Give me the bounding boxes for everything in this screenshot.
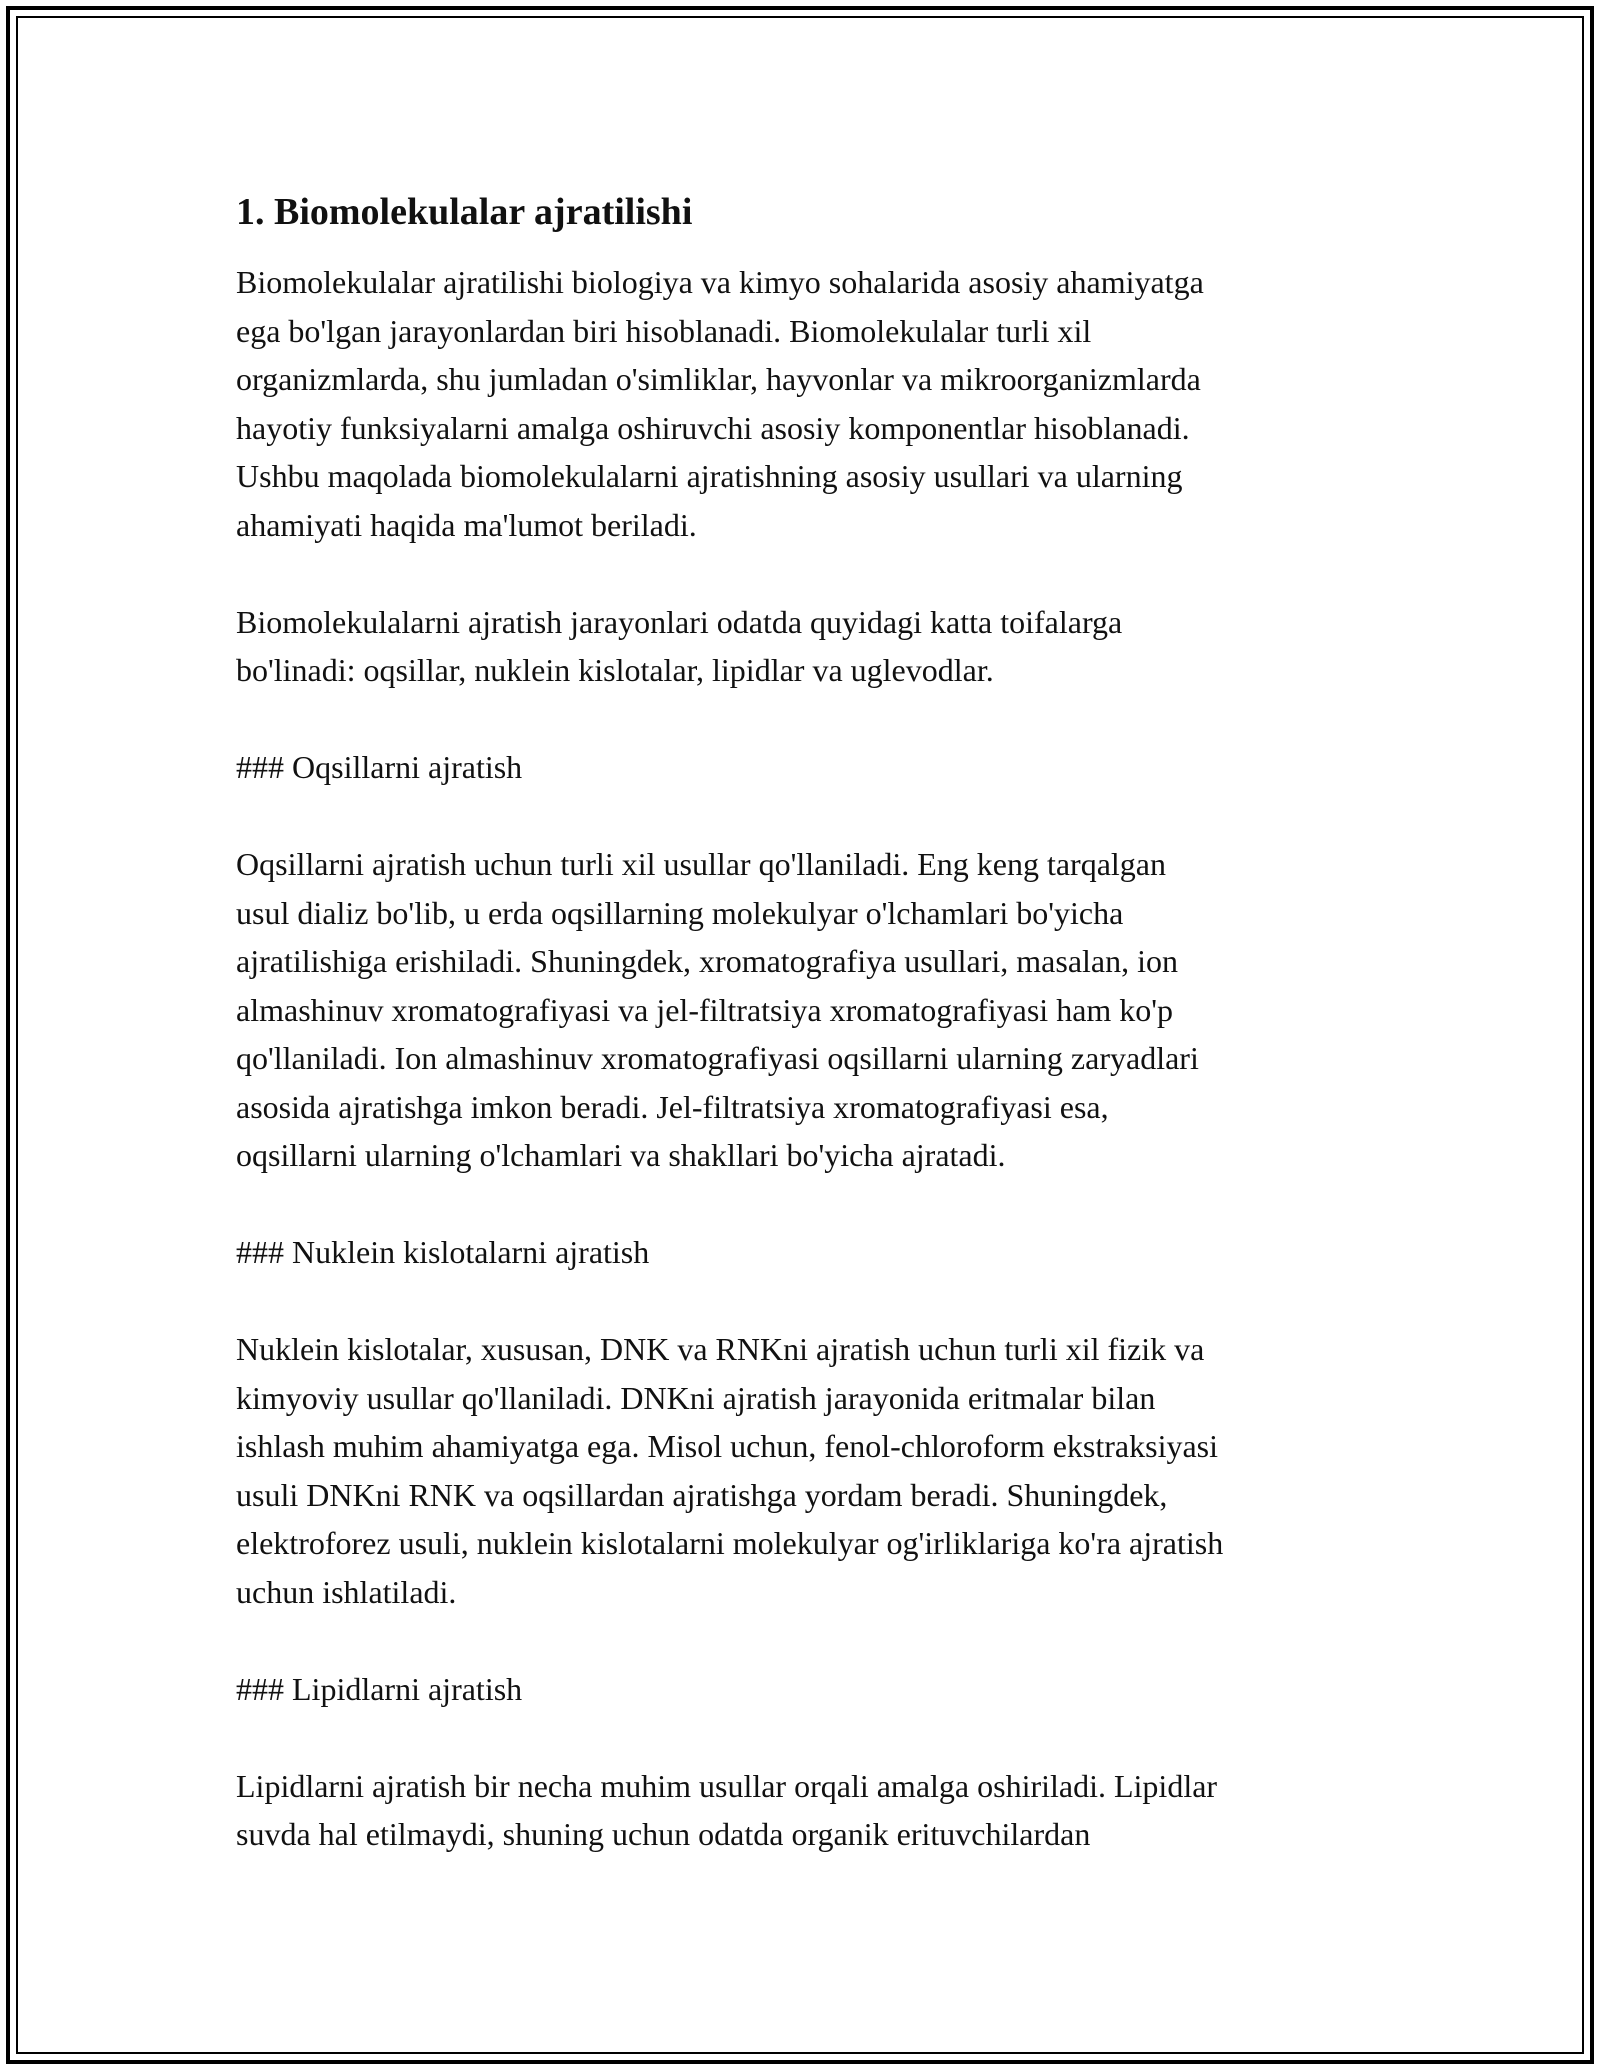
text-line: elektroforez usuli, nuklein kislotalarni molekulyar og'irliklariga ko'ra ajratish [236, 1525, 1224, 1561]
document-body [236, 188, 1386, 1907]
text-line: usul dializ bo'lib, u erda oqsillarning molekulyar o'lchamlari bo'yicha [236, 894, 1124, 931]
lipids-heading: ### Lipidlarni ajratish [236, 1670, 523, 1707]
intro-paragraph [236, 258, 1386, 549]
categories-paragraph [236, 598, 1386, 695]
text-line: Oqsillarni ajratish uchun turli xil usullar qo'llaniladi. Eng keng tarqalgan [236, 846, 1166, 882]
text-line: kimyoviy usullar qo'llaniladi. DNKni ajratish jarayonida eritmalar bilan [236, 1379, 1156, 1416]
text-line: oqsillarni ularning o'lchamlari va shakllari bo'yicha ajratadi. [236, 1137, 1006, 1173]
nucleic-paragraph [236, 1325, 1386, 1616]
text-line: ega bo'lgan jarayonlardan biri hisoblanadi. Biomolekulalar turli xil [236, 312, 1092, 349]
proteins-heading: ### Oqsillarni ajratish [236, 749, 523, 785]
text-line: asosida ajratishga imkon beradi. Jel-filtratsiya xromatografiyasi esa, [236, 1088, 1109, 1125]
text-line: Ushbu maqolada biomolekulalarni ajratishning asosiy usullari va ularning [236, 458, 1183, 494]
text-line: Nuklein kislotalar, xususan, DNK va RNKni ajratish uchun turli xil fizik va [236, 1331, 1205, 1367]
text-line: Biomolekulalar ajratilishi biologiya va kimyo sohalarida asosiy ahamiyatga [236, 264, 1204, 300]
text-line: Lipidlarni ajratish bir necha muhim usullar orqali amalga oshiriladi. Lipidlar [236, 1767, 1218, 1804]
text-line: bo'linadi: oqsillar, nuklein kislotalar, lipidlar va uglevodlar. [236, 652, 994, 688]
text-line: qo'llaniladi. Ion almashinuv xromatografiyasi oqsillarni ularning zaryadlari [236, 1040, 1199, 1076]
document-title: 1. Biomolekulalar ajratilishi [236, 191, 693, 233]
lipids-paragraph [236, 1762, 1386, 1859]
text-line: organizmlarda, shu jumladan o'simliklar, hayvonlar va mikroorganizmlarda [236, 361, 1201, 397]
text-line: ajratilishiga erishiladi. Shuningdek, xromatografiya usullari, masalan, ion [236, 943, 1178, 979]
text-line: almashinuv xromatografiyasi va jel-filtratsiya xromatografiyasi ham ko'p [236, 991, 1174, 1028]
text-line: usuli DNKni RNK va oqsillardan ajratishga yordam beradi. Shuningdek, [236, 1476, 1168, 1513]
text-line: ahamiyati haqida ma'lumot beriladi. [236, 506, 697, 543]
text-line: ishlash muhim ahamiyatga ega. Misol uchun, fenol-chloroform ekstraksiyasi [236, 1428, 1218, 1464]
text-line: hayotiy funksiyalarni amalga oshiruvchi asosiy komponentlar hisoblanadi. [236, 409, 1190, 446]
proteins-paragraph [236, 840, 1386, 1180]
text-line: uchun ishlatiladi. [236, 1573, 457, 1610]
text-line: suvda hal etilmaydi, shuning uchun odatda organik erituvchilardan [236, 1816, 1091, 1852]
text-line: Biomolekulalarni ajratish jarayonlari odatda quyidagi katta toifalarga [236, 603, 1123, 640]
nucleic-heading: ### Nuklein kislotalarni ajratish [236, 1234, 650, 1270]
